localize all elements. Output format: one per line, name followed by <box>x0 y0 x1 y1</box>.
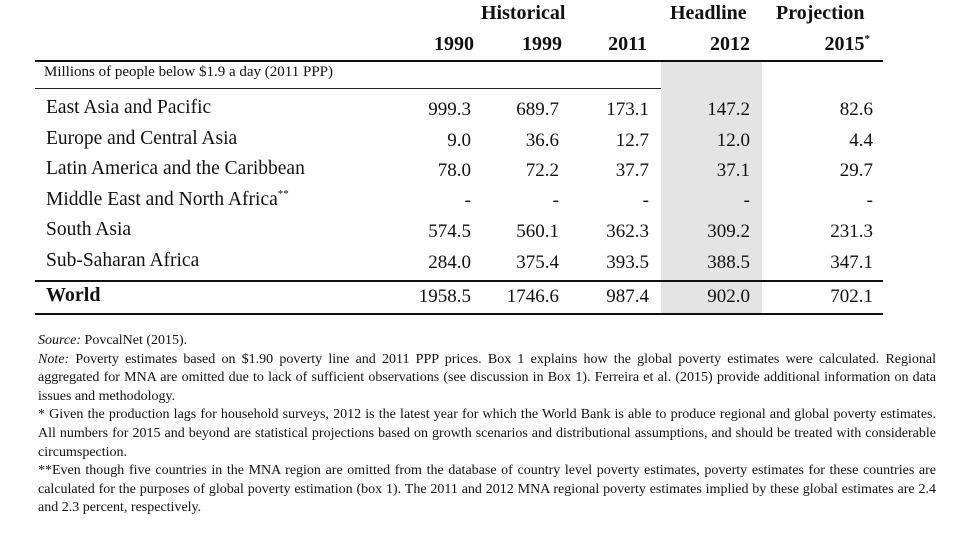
unit-rule <box>35 88 661 89</box>
table-row-middle-east <box>0 188 960 218</box>
cell-2015: 702.1 <box>830 286 873 307</box>
unit-label: Millions of people below $1.9 a day (2011 PPP) <box>44 64 334 80</box>
cell-2012: 309.2 <box>707 221 750 242</box>
cell-2015: 347.1 <box>830 252 873 273</box>
cell-2011: 393.5 <box>606 252 649 273</box>
source-note <box>38 332 936 351</box>
cell-2012: 388.5 <box>707 252 750 273</box>
cell-1999: 36.6 <box>525 130 559 151</box>
header-headline: Headline <box>670 2 747 24</box>
header-rule <box>35 60 883 62</box>
table-row-europe <box>0 128 960 158</box>
region-label: East Asia and Pacific <box>46 97 212 118</box>
cell-1999: 689.7 <box>516 99 559 120</box>
cell-2012: 37.1 <box>716 160 750 181</box>
table-row-world <box>0 284 960 314</box>
cell-2011: 987.4 <box>606 286 649 307</box>
cell-2012: 147.2 <box>707 99 750 120</box>
cell-1990: 1958.5 <box>418 286 471 307</box>
region-footnote-mark: ** <box>277 188 289 200</box>
cell-2015: 29.7 <box>839 160 873 181</box>
cell-1990: 78.0 <box>437 160 471 181</box>
region-label: South Asia <box>46 219 132 240</box>
table-row-south-asia <box>0 219 960 249</box>
cell-2015: 82.6 <box>839 99 873 120</box>
header-year-2015-value: 2015 <box>824 33 865 55</box>
world-top-rule <box>35 280 883 282</box>
note-label: Note: <box>38 351 70 367</box>
cell-2011: 12.7 <box>615 130 649 151</box>
header-year-2015 <box>766 33 870 56</box>
header-year-1999: 1999 <box>522 33 562 55</box>
region-label: Europe and Central Asia <box>46 128 238 149</box>
cell-1990: - <box>464 190 471 211</box>
table-notes <box>38 332 936 518</box>
cell-1999: 375.4 <box>516 252 559 273</box>
cell-2012: - <box>743 190 750 211</box>
cell-1990: 999.3 <box>428 99 471 120</box>
cell-1999: 72.2 <box>525 160 559 181</box>
cell-1999: - <box>552 190 559 211</box>
region-label: Sub-Saharan Africa <box>46 250 200 271</box>
table-row-east-asia <box>0 97 960 127</box>
table-bottom-rule <box>35 313 883 315</box>
header-year-2012: 2012 <box>710 33 750 55</box>
region-label: Latin America and the Caribbean <box>46 158 305 179</box>
region-label: World <box>46 284 101 306</box>
header-historical: Historical <box>481 2 566 24</box>
cell-2012: 902.0 <box>707 286 750 307</box>
cell-2011: - <box>642 190 649 211</box>
header-year-1990: 1990 <box>434 33 474 55</box>
cell-1990: 284.0 <box>428 252 471 273</box>
cell-1990: 9.0 <box>447 130 471 151</box>
source-label: Source: <box>38 333 82 348</box>
cell-2011: 37.7 <box>615 160 649 181</box>
cell-2015: - <box>866 190 873 211</box>
cell-2012: 12.0 <box>716 130 750 151</box>
cell-2015: 4.4 <box>849 130 873 151</box>
table-row-sub-saharan-africa <box>0 250 960 280</box>
region-label <box>46 188 289 211</box>
cell-1999: 1746.6 <box>506 286 559 307</box>
cell-2011: 173.1 <box>606 99 649 120</box>
source-text: PovcalNet (2015). <box>81 333 188 348</box>
star-footnote: * Given the production lags for household surveys, 2012 is the latest year for which the World Bank is able to produce regional and global poverty estimates. All numbers for 2015 and beyond are statistical projections based on growth scenarios and distributional assumptions, and should be treated with considerable circumspection. <box>38 407 936 460</box>
cell-2011: 362.3 <box>606 221 649 242</box>
header-year-2015-mark: * <box>864 33 870 45</box>
cell-2015: 231.3 <box>830 221 873 242</box>
cell-1999: 560.1 <box>516 221 559 242</box>
note-text: Poverty estimates based on $1.90 poverty line and 2011 PPP prices. Box 1 explains how the global poverty estimates were calculated. Regional aggregated for MNA are omitted due to lack of sufficient observations (see discussion in Box 1). Ferreira et al. (2015) provide additional information on data issues and methodology. <box>38 351 936 404</box>
table-row-latin-america <box>0 158 960 188</box>
cell-1990: 574.5 <box>428 221 471 242</box>
header-year-2011: 2011 <box>608 33 647 55</box>
general-note <box>38 351 936 407</box>
header-projection: Projection <box>776 2 865 24</box>
double-star-footnote: **Even though five countries in the MNA region are omitted from the database of country level poverty estimates, poverty estimates for these countries are calculated for the purposes of global poverty estimation (box 1). The 2011 and 2012 MNA regional poverty estimates implied by these global estimates are 2.4 and 2.3 percent, respectively. <box>38 463 936 516</box>
region-name: Middle East and North Africa <box>46 189 278 210</box>
